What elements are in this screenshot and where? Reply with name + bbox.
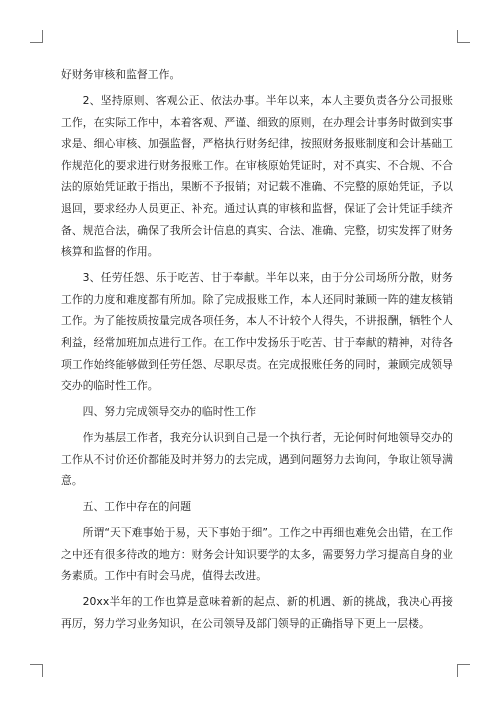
paragraph-continuation: 好财务审核和监督工作。 <box>61 68 181 81</box>
paragraph-principles: 2、坚持原则、客观公正、依法办事。半年以来，本人主要负责各分公司报账工作，在实际工作中，本着客观、严谨、细致的原则，在办理会计事务时做到实事求是、细心审核、加强监督，严格执行财务纪律，按照财务报账制度和会计基础工作规范化的要求进行财务报账工作。在审核原始凭证时，对不真实、不合规、不合法的原始凭证敢于指出，果断不予报销；对记载不准确、不完整的原始凭证，予以退回，要求经办人员更正、补充。通过认真的审核和监督，保证了会计凭证手续齐备、规范合法，确保了我所会计信息的真实、合法、准确、完整，切实发挥了财务核算和监督的作用。 <box>61 93 453 259</box>
paragraph-dedication: 3、任劳任怨、乐于吃苦、甘于奉献。半年以来，由于分公司场所分散，财务工作的力度和难度都有所加。除了完成报账工作，本人还同时兼顾一阵的建友核销工作。为了能按质按量完成各项任务，本人不计较个人得失，不讲报酬，牺牲个人利益，经常加班加点进行工作。在工作中发扬乐于吃苦、甘于奉献的精神，对待各项工作始终能够做到任劳任怨、尽职尽责。在完成报账任务的同时，兼顾完成领导交办的临时性工作。 <box>61 271 453 393</box>
section-heading-problems: 五、工作中存在的问题 <box>82 500 192 514</box>
crop-mark-top-left <box>30 30 43 43</box>
paragraph-conclusion: 20xx半年的工作也算是意味着新的起点、新的机遇、新的挑战，我决心再接再厉，努力学习业务知识，在公司领导及部门领导的正确指导下更上一层楼。 <box>61 595 453 630</box>
crop-mark-top-right <box>457 30 470 43</box>
section-heading-temporary-work: 四、努力完成领导交办的临时性工作 <box>82 405 257 419</box>
crop-mark-bottom-right <box>457 664 470 677</box>
crop-mark-bottom-left <box>30 664 43 677</box>
document-body <box>61 64 453 639</box>
paragraph-problems: 所谓“天下难事始于易，天下事始于细”。工作之中再细也难免会出错，在工作之中还有很多待改的地方：财务会计知识要学的太多，需要努力学习提高自身的业务素质。工作中有时会马虎，值得去改进。 <box>61 526 453 583</box>
paragraph-temporary-work: 作为基层工作者，我充分认识到自己是一个执行者，无论何时何地领导交办的工作从不讨价还价都能及时并努力的去完成，遇到问题努力去询问，争取让领导满意。 <box>61 431 453 488</box>
